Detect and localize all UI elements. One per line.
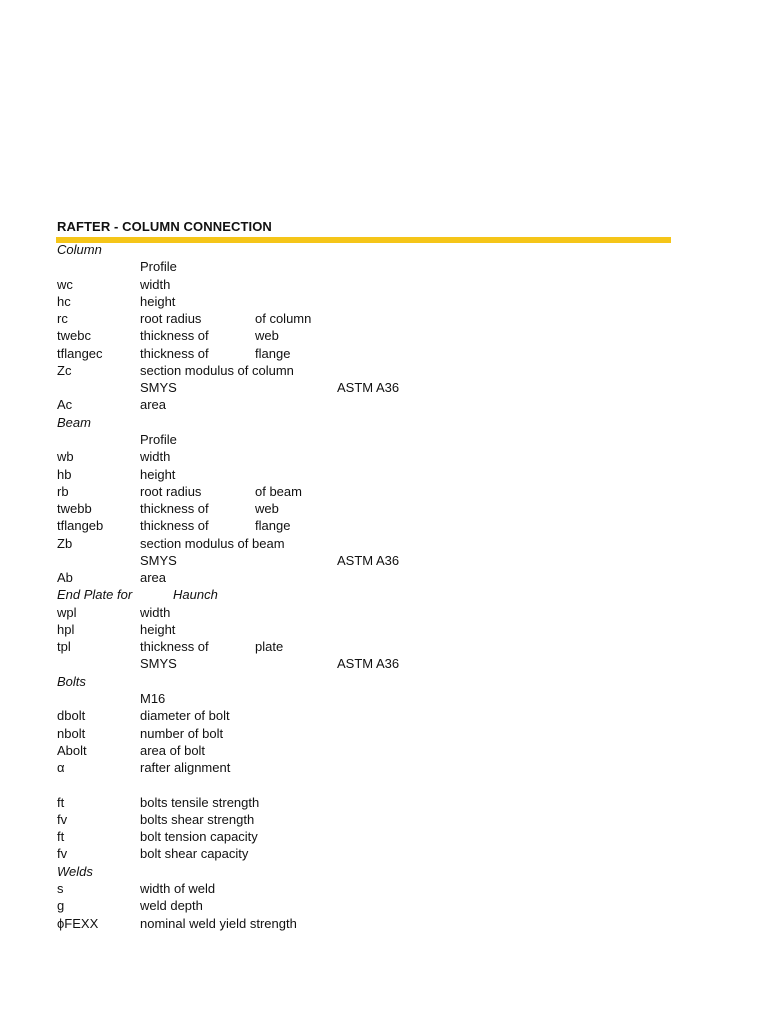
parameter-row xyxy=(0,655,768,672)
symbol-cell: wc xyxy=(57,276,73,292)
section-title: Bolts xyxy=(57,673,86,689)
qualifier-cell: web xyxy=(255,328,279,344)
parameter-row xyxy=(0,604,768,621)
parameter-row xyxy=(0,276,768,293)
symbol-cell: Zb xyxy=(57,535,73,551)
description-cell: thickness of xyxy=(140,501,209,517)
parameter-row xyxy=(0,828,768,845)
material-cell: ASTM A36 xyxy=(337,552,400,568)
description-cell: Profile xyxy=(140,431,177,447)
symbol-cell: twebc xyxy=(57,328,91,344)
section-header xyxy=(0,241,768,258)
symbol-cell: Ac xyxy=(57,397,73,413)
description-cell: area of bolt xyxy=(140,742,206,758)
symbol-cell: fv xyxy=(57,811,68,827)
symbol-cell: hc xyxy=(57,293,71,309)
qualifier-cell: web xyxy=(255,501,279,517)
symbol-cell: rb xyxy=(57,483,69,499)
description-cell: width xyxy=(140,449,171,465)
description-cell: width of weld xyxy=(140,880,216,896)
description-cell: bolts shear strength xyxy=(140,811,255,827)
symbol-cell: nbolt xyxy=(57,725,86,741)
symbol-cell: tflangeb xyxy=(57,518,104,534)
parameter-row xyxy=(0,345,768,362)
description-cell: bolt shear capacity xyxy=(140,846,249,862)
symbol-cell: hb xyxy=(57,466,72,482)
qualifier-cell: plate xyxy=(255,639,284,655)
parameter-row xyxy=(0,483,768,500)
parameter-row xyxy=(0,500,768,517)
parameter-row xyxy=(0,621,768,638)
qualifier-cell: flange xyxy=(255,518,291,534)
description-cell: width xyxy=(140,276,171,292)
symbol-cell: twebb xyxy=(57,501,92,517)
parameter-row xyxy=(0,690,768,707)
description-cell: height xyxy=(140,466,176,482)
qualifier-cell: of column xyxy=(255,311,312,327)
section-title: Welds xyxy=(57,863,93,879)
symbol-cell: hpl xyxy=(57,621,75,637)
description-cell: thickness of xyxy=(140,345,209,361)
symbol-cell: Ab xyxy=(57,570,73,586)
parameter-row xyxy=(0,880,768,897)
description-cell: width xyxy=(140,604,171,620)
parameter-row xyxy=(0,845,768,862)
parameter-row xyxy=(0,535,768,552)
description-cell: M16 xyxy=(140,691,166,707)
description-cell: thickness of xyxy=(140,328,209,344)
section-header xyxy=(0,673,768,690)
description-cell: area xyxy=(140,397,167,413)
parameter-row xyxy=(0,915,768,932)
section-title: Beam xyxy=(57,414,91,430)
description-cell: Profile xyxy=(140,259,177,275)
description-cell: diameter of bolt xyxy=(140,708,230,724)
symbol-cell: g xyxy=(57,898,65,914)
description-cell: SMYS xyxy=(140,552,177,568)
section-header xyxy=(0,863,768,880)
symbol-cell: tflangec xyxy=(57,345,103,361)
parameter-row xyxy=(0,725,768,742)
description-cell: thickness of xyxy=(140,518,209,534)
description-cell: number of bolt xyxy=(140,725,224,741)
description-cell: section modulus of column xyxy=(140,362,294,378)
parameter-row xyxy=(0,707,768,724)
description-cell: bolts tensile strength xyxy=(140,794,260,810)
symbol-cell: ϕFEXX xyxy=(57,915,99,931)
material-cell: ASTM A36 xyxy=(337,656,400,672)
description-cell: SMYS xyxy=(140,656,177,672)
description-cell: thickness of xyxy=(140,639,209,655)
parameter-row xyxy=(0,897,768,914)
symbol-cell: fv xyxy=(57,846,68,862)
parameter-row xyxy=(0,776,768,793)
description-cell: root radius xyxy=(140,483,202,499)
parameter-row xyxy=(0,638,768,655)
parameter-row xyxy=(0,794,768,811)
description-cell: height xyxy=(140,293,176,309)
description-cell: bolt tension capacity xyxy=(140,829,258,845)
parameter-row xyxy=(0,327,768,344)
qualifier-cell: Haunch xyxy=(173,587,218,603)
description-cell: weld depth xyxy=(140,898,203,914)
parameter-row xyxy=(0,569,768,586)
parameter-row xyxy=(0,742,768,759)
symbol-cell: dbolt xyxy=(57,708,86,724)
symbol-cell: wpl xyxy=(57,604,77,620)
description-cell: height xyxy=(140,621,176,637)
description-cell: SMYS xyxy=(140,380,177,396)
description-cell: rafter alignment xyxy=(140,760,231,776)
parameter-row xyxy=(0,759,768,776)
qualifier-cell: of beam xyxy=(255,483,302,499)
parameter-row xyxy=(0,310,768,327)
parameter-row xyxy=(0,379,768,396)
section-header xyxy=(0,586,768,603)
parameter-row xyxy=(0,431,768,448)
symbol-cell: ft xyxy=(57,794,65,810)
description-cell: root radius xyxy=(140,311,202,327)
symbol-cell: tpl xyxy=(57,639,71,655)
symbol-cell: rc xyxy=(57,311,68,327)
section-title: Column xyxy=(57,242,102,257)
parameter-row xyxy=(0,362,768,379)
parameter-row xyxy=(0,811,768,828)
section-header xyxy=(0,414,768,431)
section-title: End Plate for xyxy=(57,587,133,603)
parameter-row xyxy=(0,396,768,413)
parameter-row xyxy=(0,552,768,569)
document-title: RAFTER - COLUMN CONNECTION xyxy=(57,219,272,234)
symbol-cell: Abolt xyxy=(57,742,87,758)
symbol-cell: ft xyxy=(57,829,65,845)
symbol-cell: wb xyxy=(57,449,74,465)
symbol-cell: s xyxy=(57,880,64,896)
description-cell: section modulus of beam xyxy=(140,535,285,551)
parameter-row xyxy=(0,258,768,275)
symbol-cell: α xyxy=(57,760,65,776)
symbol-cell: Zc xyxy=(57,362,72,378)
description-cell: nominal weld yield strength xyxy=(140,915,297,931)
qualifier-cell: flange xyxy=(255,345,291,361)
material-cell: ASTM A36 xyxy=(337,380,400,396)
parameter-row xyxy=(0,448,768,465)
parameter-row xyxy=(0,293,768,310)
parameter-row xyxy=(0,466,768,483)
parameter-row xyxy=(0,517,768,534)
description-cell: area xyxy=(140,570,167,586)
